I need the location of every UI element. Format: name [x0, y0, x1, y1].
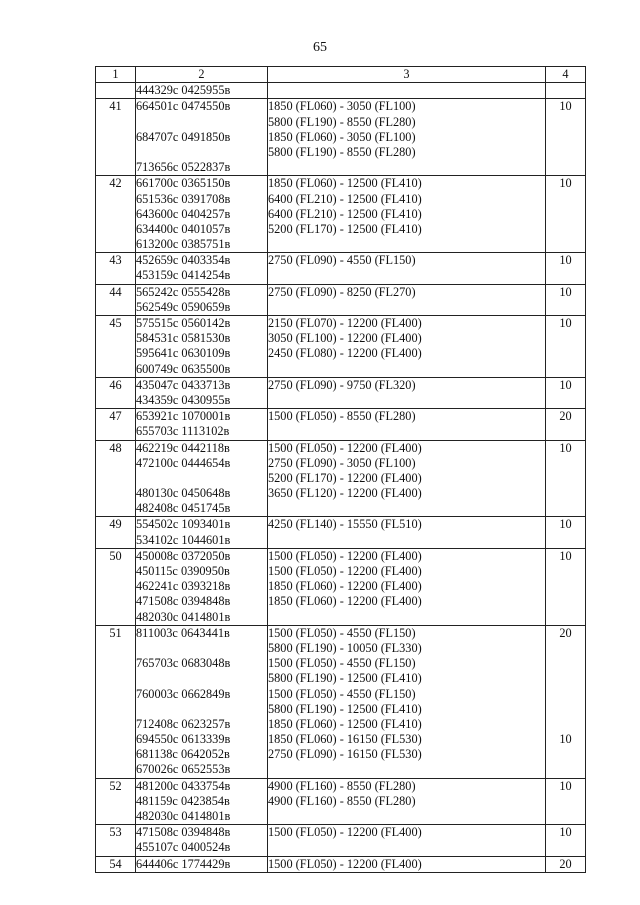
altitude-cell	[268, 409, 546, 440]
table-row	[96, 377, 586, 408]
value-line	[546, 717, 585, 732]
value-line: 10	[559, 517, 572, 532]
altitude-range: 6400 (FL210) - 12500 (FL410)	[268, 191, 422, 206]
coordinate-line: 670026с 0652553в	[136, 762, 231, 777]
coordinate-line: 643600с 0404257в	[136, 206, 231, 221]
value-cell	[546, 856, 586, 872]
value-line	[546, 641, 585, 656]
coordinate-line: 453159с 0414254в	[136, 268, 231, 283]
row-number: 41	[96, 99, 136, 176]
coordinate-line: 472100с 0444654в	[136, 455, 231, 470]
value-line	[546, 656, 585, 671]
coordinate-line: 651536с 0391708в	[136, 191, 231, 206]
altitude-range: 1850 (FL060) - 16150 (FL530)	[268, 732, 422, 747]
row-number: 49	[96, 517, 136, 548]
coordinate-line: 584531с 0581530в	[136, 331, 231, 346]
coordinates-cell	[136, 825, 268, 856]
coordinate-line	[136, 471, 267, 486]
coordinate-line: 713656с 0522837в	[136, 160, 231, 175]
coordinates-cell	[136, 440, 268, 517]
row-number: 42	[96, 176, 136, 253]
value-cell	[546, 253, 586, 284]
altitude-range: 1850 (FL060) - 3050 (FL100)	[268, 129, 416, 144]
value-cell	[546, 625, 586, 778]
altitude-range: 5800 (FL190) - 8550 (FL280)	[268, 144, 416, 159]
altitude-cell	[268, 83, 546, 99]
altitude-cell	[268, 176, 546, 253]
value-line	[546, 702, 585, 717]
table-row	[96, 440, 586, 517]
altitude-range: 1500 (FL050) - 12200 (FL400)	[268, 564, 422, 579]
coordinate-line: 681138с 0642052в	[136, 747, 230, 762]
table-row	[96, 316, 586, 378]
altitude-cell	[268, 316, 546, 378]
table-body	[96, 83, 586, 873]
altitude-cell	[268, 825, 546, 856]
altitude-range: 1850 (FL060) - 3050 (FL100)	[268, 99, 416, 114]
value-line: 20	[559, 625, 572, 640]
altitude-range: 3650 (FL120) - 12200 (FL400)	[268, 486, 422, 501]
value-cell	[546, 83, 586, 99]
coordinates-cell	[136, 548, 268, 625]
altitude-range: 4900 (FL160) - 8550 (FL280)	[268, 778, 416, 793]
row-number: 48	[96, 440, 136, 517]
coordinate-line: 554502с 1093401в	[136, 517, 231, 532]
row-number: 53	[96, 825, 136, 856]
altitude-range: 5800 (FL190) - 10050 (FL330)	[268, 640, 422, 655]
coordinate-line: 644406с 1774429в	[136, 856, 231, 871]
coordinate-line	[136, 145, 267, 160]
value-cell	[546, 176, 586, 253]
coordinate-line: 765703с 0683048в	[136, 656, 231, 671]
altitude-cell	[268, 856, 546, 872]
row-number: 44	[96, 284, 136, 315]
coordinate-line: 562549с 0590659в	[136, 299, 231, 314]
table-header	[96, 67, 586, 83]
coordinate-line: 600749с 0635500в	[136, 361, 231, 376]
altitude-range: 6400 (FL210) - 12500 (FL410)	[268, 206, 422, 221]
row-number: 45	[96, 316, 136, 378]
table-row	[96, 856, 586, 872]
coordinate-line: 450008с 0372050в	[136, 548, 231, 563]
coordinate-line: 634400с 0401057в	[136, 221, 231, 236]
altitude-cell	[268, 625, 546, 778]
table-row	[96, 778, 586, 825]
table-row	[96, 517, 586, 548]
altitude-cell	[268, 99, 546, 176]
table-row	[96, 825, 586, 856]
value-cell	[546, 517, 586, 548]
coordinate-line: 452659с 0403354в	[136, 253, 231, 268]
table-row	[96, 99, 586, 176]
table-row	[96, 83, 586, 99]
value-line: 10	[559, 377, 572, 392]
altitude-range: 1500 (FL050) - 12200 (FL400)	[268, 440, 422, 455]
altitude-range: 1850 (FL060) - 12500 (FL410)	[268, 176, 422, 191]
value-line: 10	[559, 825, 572, 840]
value-line: 10	[559, 778, 572, 793]
table-row	[96, 253, 586, 284]
row-number: 47	[96, 409, 136, 440]
coordinate-line	[136, 641, 267, 656]
coordinate-line	[136, 671, 267, 686]
value-line: 10	[559, 440, 572, 455]
coordinate-line: 694550с 0613339в	[136, 732, 231, 747]
coordinate-line: 434359с 0430955в	[136, 392, 231, 407]
row-number: 50	[96, 548, 136, 625]
altitude-range: 2150 (FL070) - 12200 (FL400)	[268, 316, 422, 331]
coordinate-line	[136, 702, 267, 717]
value-line: 10	[559, 732, 572, 747]
value-line	[546, 671, 585, 686]
coordinate-line: 462219с 0442118в	[136, 440, 230, 455]
page-number: 65	[313, 40, 327, 55]
coordinate-line: 482030с 0414801в	[136, 609, 231, 624]
altitude-range: 3050 (FL100) - 12200 (FL400)	[268, 331, 422, 346]
altitude-range: 1850 (FL060) - 12500 (FL410)	[268, 716, 422, 731]
table-row	[96, 176, 586, 253]
altitude-range: 1500 (FL050) - 4550 (FL150)	[268, 625, 416, 640]
row-number	[96, 83, 136, 99]
header-col-3: 3	[268, 67, 546, 83]
value-cell	[546, 316, 586, 378]
coordinate-line: 613200с 0385751в	[136, 237, 231, 252]
coordinate-line: 760003с 0662849в	[136, 686, 231, 701]
table-row	[96, 625, 586, 778]
coordinate-line: 661700с 0365150в	[136, 176, 231, 191]
coordinate-line: 481159с 0423854в	[136, 793, 230, 808]
altitude-cell	[268, 377, 546, 408]
coordinate-line: 565242с 0555428в	[136, 284, 231, 299]
altitude-range: 1500 (FL050) - 8550 (FL280)	[268, 409, 416, 424]
value-line: 20	[559, 409, 572, 424]
value-line: 10	[559, 284, 572, 299]
coordinates-cell	[136, 284, 268, 315]
altitude-range: 4250 (FL140) - 15550 (FL510)	[268, 517, 422, 532]
coordinate-line: 455107с 0400524в	[136, 840, 231, 855]
altitude-range: 5200 (FL170) - 12200 (FL400)	[268, 470, 422, 485]
coordinates-cell	[136, 856, 268, 872]
coordinate-line: 481200с 0433754в	[136, 778, 231, 793]
value-cell	[546, 440, 586, 517]
coordinates-cell	[136, 253, 268, 284]
coordinate-line: 684707с 0491850в	[136, 129, 231, 144]
altitude-cell	[268, 517, 546, 548]
altitude-range: 1500 (FL050) - 12200 (FL400)	[268, 825, 422, 840]
altitude-range: 2750 (FL090) - 16150 (FL530)	[268, 747, 422, 762]
value-cell	[546, 548, 586, 625]
altitude-cell	[268, 548, 546, 625]
altitude-range: 2750 (FL090) - 9750 (FL320)	[268, 377, 416, 392]
coordinates-cell	[136, 377, 268, 408]
altitude-range: 5800 (FL190) - 12500 (FL410)	[268, 701, 422, 716]
table-row	[96, 548, 586, 625]
coordinate-line: 664501с 0474550в	[136, 99, 231, 114]
value-line: 10	[559, 316, 572, 331]
altitude-range: 5200 (FL170) - 12500 (FL410)	[268, 221, 422, 236]
value-line	[546, 687, 585, 702]
coordinate-line: 435047с 0433713в	[136, 377, 231, 392]
value-line: 10	[559, 548, 572, 563]
value-line: 20	[559, 856, 572, 871]
coordinate-line	[136, 115, 267, 130]
coordinates-cell	[136, 625, 268, 778]
altitude-cell	[268, 284, 546, 315]
coordinate-line: 444329с 0425955в	[136, 83, 231, 98]
coordinates-cell	[136, 83, 268, 99]
altitude-range: 1500 (FL050) - 4550 (FL150)	[268, 656, 416, 671]
altitude-range: 1850 (FL060) - 12200 (FL400)	[268, 579, 422, 594]
altitude-cell	[268, 778, 546, 825]
altitude-range: 2750 (FL090) - 8250 (FL270)	[268, 284, 416, 299]
coordinate-line: 471508с 0394848в	[136, 594, 231, 609]
altitude-range: 2750 (FL090) - 3050 (FL100)	[268, 455, 416, 470]
coordinate-line: 653921с 1070001в	[136, 409, 231, 424]
value-line: 10	[559, 176, 572, 191]
value-line	[546, 83, 585, 98]
header-col-4: 4	[546, 67, 586, 83]
altitude-range: 5800 (FL190) - 12500 (FL410)	[268, 671, 422, 686]
coordinate-line: 712408с 0623257в	[136, 716, 231, 731]
row-number: 51	[96, 625, 136, 778]
coordinate-line: 655703с 1113102в	[136, 424, 230, 439]
coordinate-line: 482408с 0451745в	[136, 501, 231, 516]
row-number: 46	[96, 377, 136, 408]
coordinate-line: 482030с 0414801в	[136, 809, 231, 824]
value-cell	[546, 825, 586, 856]
coordinates-cell	[136, 316, 268, 378]
coordinate-line: 471508с 0394848в	[136, 825, 231, 840]
altitude-cell	[268, 253, 546, 284]
row-number: 43	[96, 253, 136, 284]
altitude-range: 1500 (FL050) - 4550 (FL150)	[268, 686, 416, 701]
altitude-range: 1850 (FL060) - 12200 (FL400)	[268, 594, 422, 609]
altitude-range: 5800 (FL190) - 8550 (FL280)	[268, 114, 416, 129]
altitude-range: 1500 (FL050) - 12200 (FL400)	[268, 856, 422, 871]
value-cell	[546, 409, 586, 440]
value-line: 10	[559, 253, 572, 268]
row-number: 52	[96, 778, 136, 825]
coordinate-line: 575515с 0560142в	[136, 316, 231, 331]
altitude-range: 4900 (FL160) - 8550 (FL280)	[268, 793, 416, 808]
coordinate-line: 811003с 0643441в	[136, 625, 230, 640]
altitude-range: 1500 (FL050) - 12200 (FL400)	[268, 548, 422, 563]
header-col-1: 1	[96, 67, 136, 83]
coordinates-cell	[136, 176, 268, 253]
coordinates-cell	[136, 778, 268, 825]
value-line: 10	[559, 99, 572, 114]
coordinates-cell	[136, 517, 268, 548]
table-row	[96, 284, 586, 315]
coordinate-line: 462241с 0393218в	[136, 579, 231, 594]
value-cell	[546, 778, 586, 825]
altitude-range: 2450 (FL080) - 12200 (FL400)	[268, 346, 422, 361]
header-col-2: 2	[136, 67, 268, 83]
coordinate-line: 534102с 1044601в	[136, 532, 231, 547]
coordinate-line: 480130с 0450648в	[136, 486, 231, 501]
value-cell	[546, 377, 586, 408]
value-cell	[546, 284, 586, 315]
coordinates-cell	[136, 99, 268, 176]
coordinates-cell	[136, 409, 268, 440]
coordinate-line: 450115с 0390950в	[136, 564, 230, 579]
value-cell	[546, 99, 586, 176]
altitude-cell	[268, 440, 546, 517]
row-number: 54	[96, 856, 136, 872]
airspace-table	[95, 66, 586, 873]
table-row	[96, 409, 586, 440]
coordinate-line: 595641с 0630109в	[136, 346, 231, 361]
altitude-range: 2750 (FL090) - 4550 (FL150)	[268, 253, 416, 268]
